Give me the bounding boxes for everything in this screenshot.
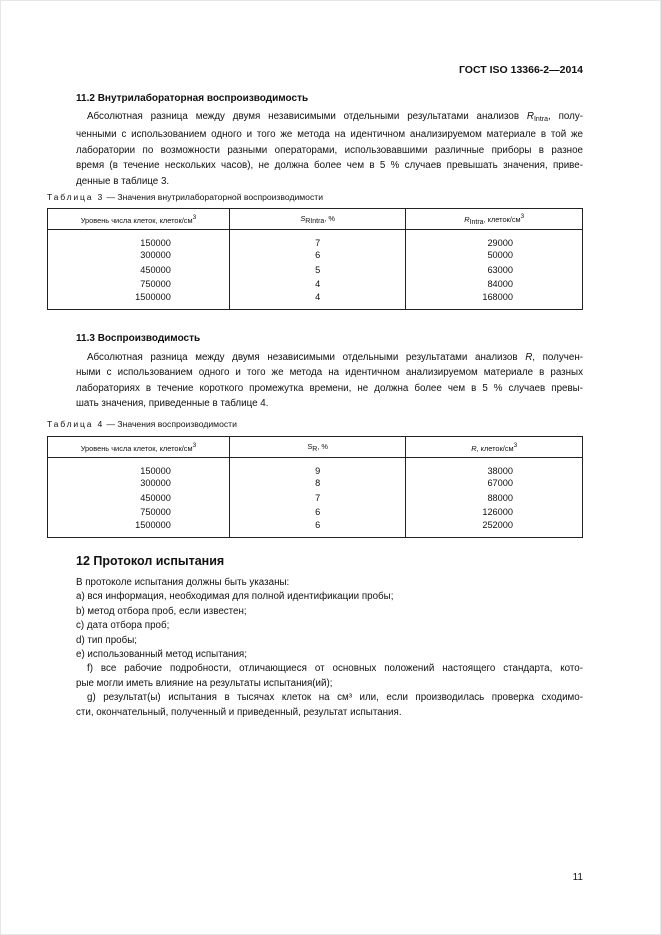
table-row: [48, 490, 583, 505]
cell-r-intra: 29000: [406, 230, 583, 248]
list-item: c) дата отбора проб;: [76, 620, 170, 632]
list-item-g-line: сти, окончательный, полученный и приведенный, результат испытания.: [76, 706, 402, 718]
column-header-s-rintra: SRIntra, %: [229, 209, 406, 230]
paragraph-line: время (в течение нескольких часов), не должна более чем в 5 % случаев превышать значения, приве-: [76, 160, 583, 172]
cell-r-intra: 63000: [406, 262, 583, 277]
list-item-g-line: g) результат(ы) испытания в тысячах клеток на см³ или, если производилась проверка сходимо-: [87, 692, 583, 704]
cell-s-r: 6: [229, 505, 406, 520]
cell-r: 126000: [406, 505, 583, 520]
cell-s-r: 9: [229, 458, 406, 476]
paragraph-line: лабораториях в течение короткого промежутка времени, не должна более чем в 5 % случаев превы-: [76, 382, 583, 394]
section-11-2-paragraph: [76, 109, 583, 189]
column-header-cell-level: Уровень числа клеток, клеток/см3: [48, 437, 230, 458]
table-3-caption: Таблица 3 — Значения внутрилабораторной воспроизводимости: [47, 192, 323, 202]
cell-s-r: 8: [229, 476, 406, 491]
cell-s-rintra: 5: [229, 262, 406, 277]
cell-cell-level: 450000: [48, 262, 230, 277]
cell-cell-level: 150000: [48, 230, 230, 248]
column-header-s-r: SR, %: [229, 437, 406, 458]
cell-r: 38000: [406, 458, 583, 476]
list-intro: В протоколе испытания должны быть указаны:: [76, 577, 290, 588]
paragraph-line: Абсолютная разница между двумя независимыми отдельными результатами анализов $R_{Intra}$, полу-: [87, 111, 583, 123]
cell-s-rintra: 4: [229, 277, 406, 292]
cell-cell-level: 300000: [48, 476, 230, 491]
section-11-3-paragraph: [76, 350, 583, 412]
table-row: [48, 230, 583, 248]
paragraph-line: Абсолютная разница между двумя независимыми отдельными результатами анализов R, получен-: [87, 352, 584, 363]
cell-cell-level: 300000: [48, 248, 230, 263]
column-header-r-intra: RIntra, клеток/см3: [406, 209, 583, 230]
cell-cell-level: 450000: [48, 490, 230, 505]
paragraph-line: денные в таблице 3.: [76, 175, 170, 187]
table-header-row: [48, 437, 583, 458]
table-row: [48, 520, 583, 538]
cell-r-intra: 50000: [406, 248, 583, 263]
paragraph-line: ными с использованием одного и того же метода на идентичном анализируемом материале в разных: [76, 367, 583, 379]
table-header-row: [48, 209, 583, 230]
table-row: [48, 262, 583, 277]
table-row: [48, 458, 583, 476]
column-header-cell-level: Уровень числа клеток, клеток/см3: [48, 209, 230, 230]
cell-cell-level: 1500000: [48, 520, 230, 538]
cell-s-rintra: 7: [229, 230, 406, 248]
cell-s-r: 6: [229, 520, 406, 538]
table-row: [48, 505, 583, 520]
cell-cell-level: 750000: [48, 277, 230, 292]
table-3: [47, 208, 583, 310]
table-4: [47, 436, 583, 538]
list-item: e) использованный метод испытания;: [76, 649, 247, 661]
section-11-3-heading: 11.3 Воспроизводимость: [76, 333, 201, 344]
page-number: 11: [572, 872, 583, 883]
cell-r: 252000: [406, 520, 583, 538]
cell-r: 88000: [406, 490, 583, 505]
table-row: [48, 277, 583, 292]
cell-r-intra: 84000: [406, 277, 583, 292]
cell-cell-level: 150000: [48, 458, 230, 476]
paragraph-line: лаборатории по возможности разными операторами, использовавшими различные приборы в разное: [76, 144, 583, 156]
list-item-f-line: f) все рабочие подробности, отличающиеся от основных положений настоящего стандарта, кото-: [87, 663, 583, 675]
list-item-f-line: рые могли иметь влияние на результаты испытания(ий);: [76, 677, 333, 689]
list-item: b) метод отбора проб, если известен;: [76, 605, 247, 617]
list-item: d) тип пробы;: [76, 634, 137, 646]
list-item: a) вся информация, необходимая для полной идентификации пробы;: [76, 591, 394, 603]
cell-cell-level: 1500000: [48, 292, 230, 310]
standard-id: ГОСТ ISO 13366-2—2014: [458, 64, 583, 76]
section-12-list: [76, 576, 583, 720]
section-12-title: 12 Протокол испытания: [76, 554, 225, 568]
cell-cell-level: 750000: [48, 505, 230, 520]
table-row: [48, 292, 583, 310]
cell-s-rintra: 6: [229, 248, 406, 263]
paragraph-line: шать значения, приведенные в таблице 4.: [76, 398, 269, 410]
cell-s-rintra: 4: [229, 292, 406, 310]
cell-s-r: 7: [229, 490, 406, 505]
table-row: [48, 476, 583, 491]
table-row: [48, 248, 583, 263]
paragraph-line: ченными с использованием одного и того же метода на идентичном анализируемом материале в той же: [76, 129, 583, 141]
cell-r-intra: 168000: [406, 292, 583, 310]
cell-r: 67000: [406, 476, 583, 491]
section-11-2-heading: 11.2 Внутрилабораторная воспроизводимость: [76, 93, 309, 104]
table-4-caption: Таблица 4 — Значения воспроизводимости: [47, 419, 237, 429]
column-header-r: R, клеток/см3: [406, 437, 583, 458]
